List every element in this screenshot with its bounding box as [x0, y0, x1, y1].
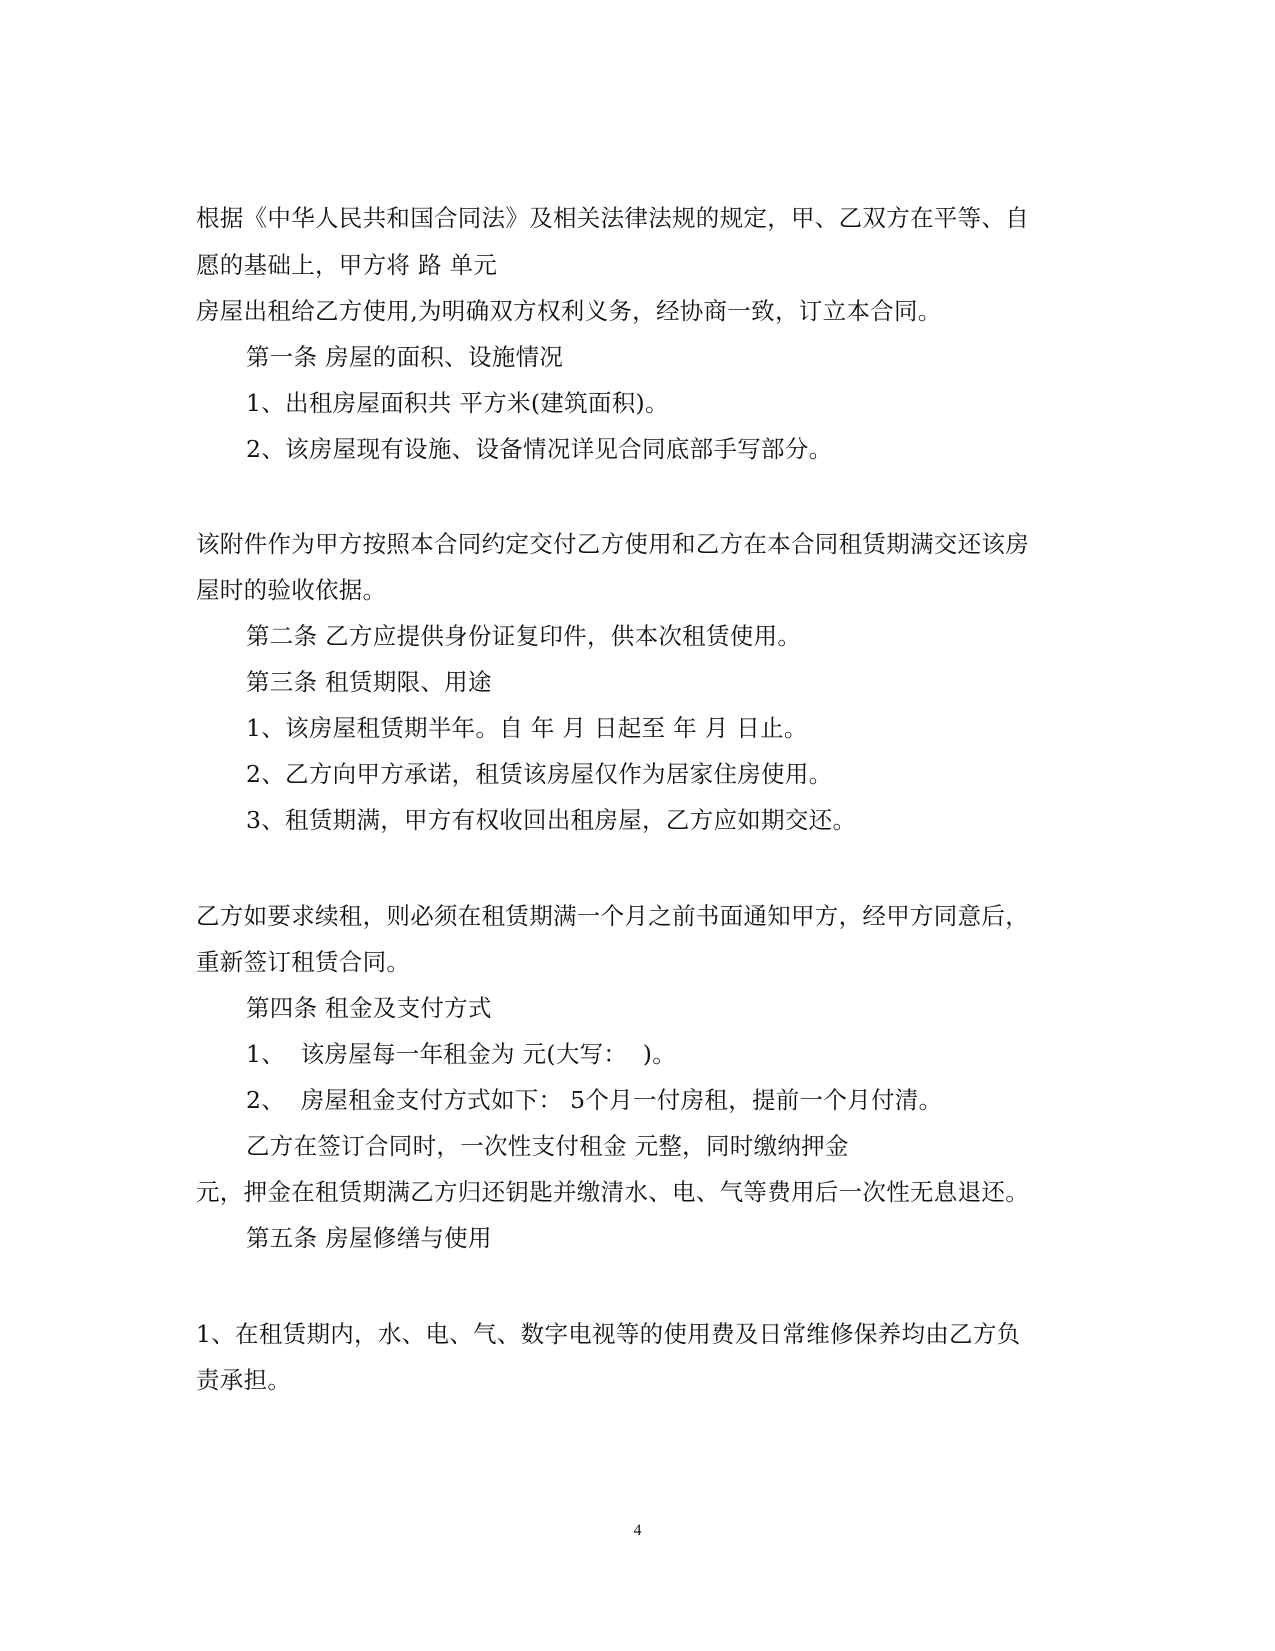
- clause-item: 1、 该房屋每一年租金为 元(大写： )。: [246, 1040, 677, 1068]
- paragraph-line: 责承担。: [196, 1366, 292, 1394]
- paragraph-line: 乙方如要求续租，则必须在租赁期满一个月之前书面通知甲方，经甲方同意后，: [196, 902, 1029, 930]
- clause-item: 3、租赁期满，甲方有权收回出租房屋，乙方应如期交还。: [246, 806, 857, 834]
- paragraph-line: 重新签订租赁合同。: [196, 948, 411, 976]
- paragraph-line: 该附件作为甲方按照本合同约定交付乙方使用和乙方在本合同租赁期满交还该房: [196, 530, 1029, 558]
- section-heading: 第五条 房屋修缮与使用: [246, 1224, 492, 1252]
- paragraph-line: 根据《中华人民共和国合同法》及相关法律法规的规定，甲、乙双方在平等、自: [196, 204, 1029, 232]
- section-heading: 第二条 乙方应提供身份证复印件，供本次租赁使用。: [246, 622, 802, 650]
- paragraph-line: 1、在租赁期内，水、电、气、数字电视等的使用费及日常维修保养均由乙方负: [196, 1320, 1021, 1348]
- paragraph-line: 元，押金在租赁期满乙方归还钥匙并缴清水、电、气等费用后一次性无息退还。: [196, 1178, 1029, 1206]
- section-heading: 第三条 租赁期限、用途: [246, 668, 492, 696]
- clause-item: 1、该房屋租赁期半年。自 年 月 日起至 年 月 日止。: [246, 714, 808, 742]
- paragraph-line: 乙方在签订合同时，一次性支付租金 元整，同时缴纳押金: [246, 1132, 849, 1160]
- clause-item: 2、 房屋租金支付方式如下： 5个月一付房租，提前一个月付清。: [246, 1086, 943, 1114]
- clause-item: 1、出租房屋面积共 平方米(建筑面积)。: [246, 389, 669, 417]
- clause-item: 2、该房屋现有设施、设备情况详见合同底部手写部分。: [246, 435, 833, 463]
- paragraph-line: 愿的基础上，甲方将 路 单元: [196, 251, 498, 279]
- paragraph-line: 屋时的验收依据。: [196, 576, 387, 604]
- section-heading: 第四条 租金及支付方式: [246, 994, 492, 1022]
- section-heading: 第一条 房屋的面积、设施情况: [246, 343, 564, 371]
- page-number: 4: [633, 1522, 642, 1539]
- paragraph-line: 房屋出租给乙方使用,为明确双方权利义务，经协商一致，订立本合同。: [196, 297, 942, 325]
- clause-item: 2、乙方向甲方承诺，租赁该房屋仅作为居家住房使用。: [246, 760, 833, 788]
